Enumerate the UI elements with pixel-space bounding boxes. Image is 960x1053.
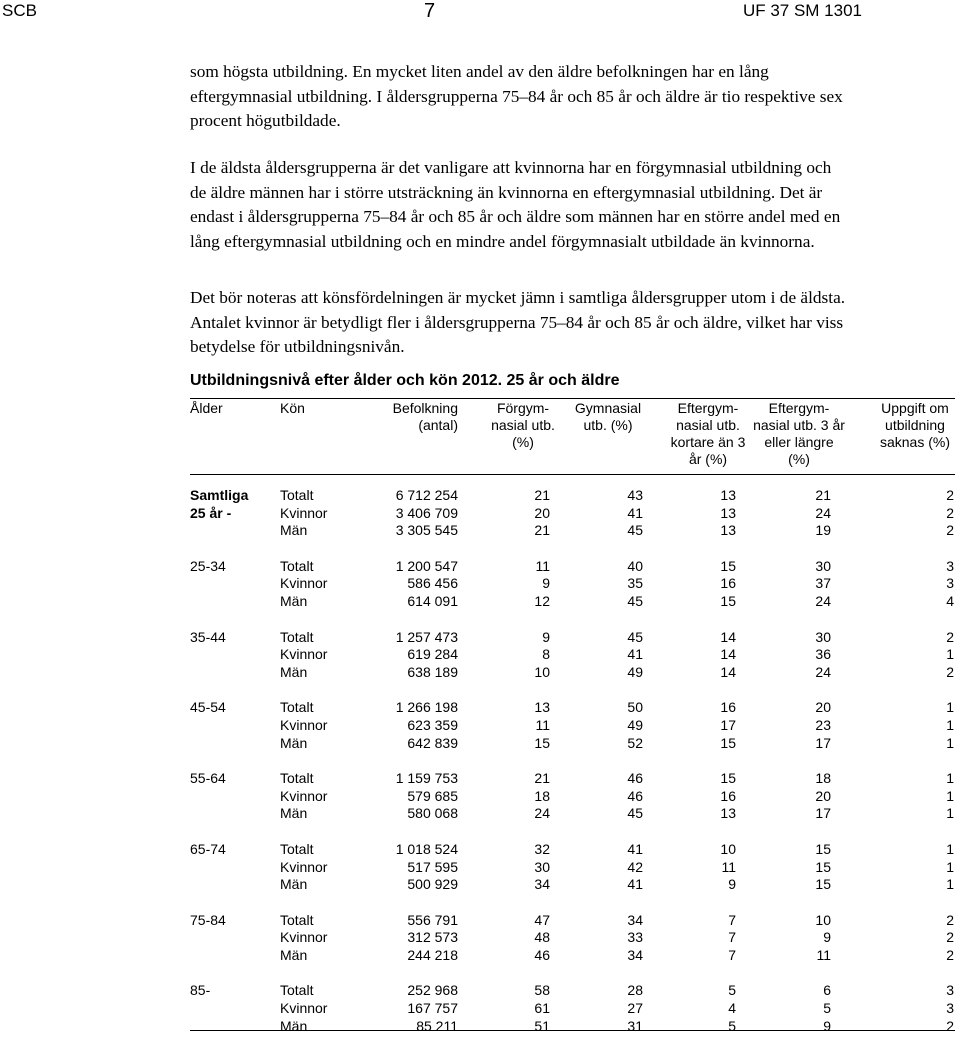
- pre-secondary-cell: 58: [534, 982, 550, 999]
- post-secondary-short-cell: 16: [720, 699, 736, 716]
- post-secondary-short-cell: 13: [720, 805, 736, 822]
- age-cell: 85-: [190, 982, 211, 999]
- sex-cell: Totalt: [280, 770, 314, 787]
- secondary-cell: 49: [627, 663, 643, 680]
- post-secondary-long-cell: 18: [815, 770, 831, 787]
- missing-cell: 1: [946, 840, 954, 857]
- table-row: [0, 859, 960, 877]
- column-header-line: utbildning: [885, 417, 945, 433]
- sex-cell: Män: [280, 946, 308, 963]
- column-header-pre-secondary: [478, 400, 568, 451]
- missing-cell: 1: [946, 734, 954, 751]
- missing-cell: 1: [946, 876, 954, 893]
- population-cell: 1 257 473: [395, 628, 458, 645]
- paragraph-2: I de äldsta åldersgrupperna är det vanligare att kvinnorna har en förgymnasial utbildning och de äldre männen har i större utsträckning än kvinnorna en eftergymnasial utbildning. Det är endast i åldersgrupperna 75–84 år och 85 år och äldre som männen har en större andel med en lång eftergymnasial utbildning och en mindre andel förgymnasialt utbildade än kvinnorna.: [190, 158, 841, 251]
- age-cell: Samtliga: [190, 487, 249, 503]
- pre-secondary-cell: 11: [535, 716, 550, 733]
- column-header-line: kortare än 3: [670, 434, 746, 450]
- column-header-line: Eftergym-: [677, 400, 739, 416]
- column-header-sex: [280, 400, 305, 417]
- pre-secondary-cell: 47: [534, 911, 550, 928]
- missing-cell: 2: [946, 929, 954, 946]
- secondary-cell: 28: [627, 982, 643, 999]
- population-cell: 1 200 547: [395, 557, 458, 574]
- post-secondary-short-cell: 10: [720, 840, 736, 857]
- table-row: [0, 947, 960, 965]
- post-secondary-long-cell: 36: [815, 646, 831, 663]
- table-row-group: [0, 629, 960, 682]
- pre-secondary-cell: 11: [535, 557, 550, 574]
- post-secondary-short-cell: 13: [720, 522, 736, 539]
- table-row: [0, 841, 960, 859]
- pre-secondary-cell: 51: [534, 1017, 550, 1034]
- post-secondary-short-cell: 15: [720, 770, 736, 787]
- pre-secondary-cell: 9: [542, 575, 550, 592]
- secondary-cell: 46: [627, 787, 643, 804]
- age-cell: 25-34: [190, 557, 226, 574]
- post-secondary-short-cell: 14: [720, 663, 736, 680]
- post-secondary-short-cell: 9: [728, 876, 736, 893]
- column-header-line: (%): [512, 434, 534, 450]
- missing-cell: 1: [946, 646, 954, 663]
- missing-cell: 1: [946, 787, 954, 804]
- secondary-cell: 31: [627, 1017, 643, 1034]
- age-cell: 45-54: [190, 699, 226, 716]
- pre-secondary-cell: 24: [534, 805, 550, 822]
- sex-cell: Totalt: [280, 557, 314, 574]
- table-row: [0, 770, 960, 788]
- paragraph-3: Det bör noteras att könsfördelningen är mycket jämn i samtliga åldersgrupper utom i de äldsta. Antalet kvinnor är betydligt fler i åldersgrupperna 75–84 år och 85 år och äldre, vilket har viss betydelse för utbildningsnivån.: [190, 288, 846, 356]
- post-secondary-short-cell: 15: [720, 557, 736, 574]
- population-cell: 614 091: [407, 592, 458, 609]
- table-row-group: [0, 699, 960, 752]
- table-row: [0, 505, 960, 523]
- table-row: [0, 1000, 960, 1018]
- secondary-cell: 41: [627, 646, 643, 663]
- table-top-rule: [190, 398, 955, 399]
- pre-secondary-cell: 12: [534, 592, 550, 609]
- secondary-cell: 34: [627, 911, 643, 928]
- table-row: [0, 788, 960, 806]
- secondary-cell: 35: [627, 575, 643, 592]
- population-cell: 1 018 524: [395, 840, 458, 857]
- table-row-group: [0, 487, 960, 540]
- table-row-group: [0, 982, 960, 1035]
- pre-secondary-cell: 21: [534, 487, 550, 503]
- sex-cell: Kvinnor: [280, 646, 328, 663]
- sex-cell: Kvinnor: [280, 1000, 328, 1017]
- post-secondary-long-cell: 19: [815, 522, 831, 539]
- pre-secondary-cell: 9: [542, 628, 550, 645]
- pre-secondary-cell: 15: [534, 734, 550, 751]
- sex-cell: Kvinnor: [280, 858, 328, 875]
- post-secondary-long-cell: 37: [815, 575, 831, 592]
- missing-cell: 2: [946, 487, 954, 503]
- table-row-group: [0, 912, 960, 965]
- table-row: [0, 912, 960, 930]
- post-secondary-long-cell: 17: [815, 734, 831, 751]
- post-secondary-short-cell: 16: [720, 787, 736, 804]
- secondary-cell: 50: [627, 699, 643, 716]
- population-cell: 642 839: [407, 734, 458, 751]
- missing-cell: 3: [946, 982, 954, 999]
- population-cell: 252 968: [407, 982, 458, 999]
- sex-cell: Kvinnor: [280, 716, 328, 733]
- pre-secondary-cell: 8: [542, 646, 550, 663]
- age-cell: 65-74: [190, 840, 226, 857]
- table-row: [0, 575, 960, 593]
- table-row-group: [0, 770, 960, 823]
- missing-cell: 2: [946, 522, 954, 539]
- table-row: [0, 629, 960, 647]
- population-cell: 3 305 545: [395, 522, 458, 539]
- secondary-cell: 41: [627, 504, 643, 521]
- pre-secondary-cell: 21: [534, 770, 550, 787]
- post-secondary-short-cell: 15: [720, 734, 736, 751]
- population-cell: 556 791: [407, 911, 458, 928]
- missing-cell: 1: [946, 699, 954, 716]
- post-secondary-long-cell: 30: [815, 628, 831, 645]
- missing-cell: 1: [946, 716, 954, 733]
- column-header-line: Eftergym-: [768, 400, 830, 416]
- post-secondary-long-cell: 23: [815, 716, 831, 733]
- post-secondary-long-cell: 6: [823, 982, 831, 999]
- post-secondary-long-cell: 5: [823, 1000, 831, 1017]
- column-header-secondary: [562, 400, 654, 434]
- table-header-rule: [190, 474, 955, 475]
- column-header-line: saknas (%): [879, 434, 951, 450]
- post-secondary-short-cell: 11: [721, 858, 736, 875]
- post-secondary-long-cell: 21: [815, 487, 831, 503]
- missing-cell: 2: [946, 628, 954, 645]
- table-row: [0, 876, 960, 894]
- table-row: [0, 699, 960, 717]
- column-header-line: Uppgift om: [881, 400, 949, 416]
- column-header-line: nasial utb. 3 år: [753, 417, 845, 433]
- post-secondary-long-cell: 24: [815, 592, 831, 609]
- population-cell: 579 685: [407, 787, 458, 804]
- table-row: [0, 735, 960, 753]
- sex-cell: Män: [280, 876, 308, 893]
- sex-cell: Män: [280, 734, 308, 751]
- sex-cell: Totalt: [280, 628, 314, 645]
- sex-cell: Kvinnor: [280, 787, 328, 804]
- sex-cell: Kvinnor: [280, 504, 328, 521]
- pre-secondary-cell: 20: [534, 504, 550, 521]
- pre-secondary-cell: 32: [534, 840, 550, 857]
- pre-secondary-cell: 34: [534, 876, 550, 893]
- post-secondary-long-cell: 15: [815, 858, 831, 875]
- table-body: [0, 487, 960, 1053]
- table-title: Utbildningsnivå efter ålder och kön 2012. 25 år och äldre: [190, 372, 620, 389]
- table-row: [0, 558, 960, 576]
- post-secondary-long-cell: 24: [815, 504, 831, 521]
- post-secondary-short-cell: 17: [720, 716, 736, 733]
- post-secondary-long-cell: 20: [815, 787, 831, 804]
- population-cell: 619 284: [407, 646, 458, 663]
- age-cell: 25 år -: [190, 504, 232, 521]
- secondary-cell: 45: [627, 592, 643, 609]
- population-cell: 500 929: [407, 876, 458, 893]
- pre-secondary-cell: 13: [534, 699, 550, 716]
- pre-secondary-cell: 21: [534, 522, 550, 539]
- column-header-line: Befolkning: [392, 400, 458, 416]
- sex-cell: Totalt: [280, 982, 314, 999]
- table-row-group: [0, 841, 960, 894]
- column-header-line: eller längre: [764, 434, 834, 450]
- post-secondary-long-cell: 10: [815, 911, 831, 928]
- secondary-cell: 52: [627, 734, 643, 751]
- population-cell: 167 757: [407, 1000, 458, 1017]
- column-header-line: Förgym-: [496, 400, 550, 416]
- column-header-post-secondary-long: [738, 400, 860, 468]
- post-secondary-short-cell: 4: [728, 1000, 736, 1017]
- missing-cell: 1: [946, 858, 954, 875]
- table-row: [0, 805, 960, 823]
- population-cell: 623 359: [407, 716, 458, 733]
- sex-cell: Män: [280, 805, 308, 822]
- population-cell: 85 211: [416, 1017, 458, 1034]
- post-secondary-long-cell: 17: [815, 805, 831, 822]
- column-header-age: [190, 400, 223, 417]
- post-secondary-short-cell: 5: [728, 1017, 736, 1034]
- table-row: [0, 717, 960, 735]
- post-secondary-long-cell: 15: [815, 840, 831, 857]
- population-cell: 586 456: [407, 575, 458, 592]
- population-cell: 244 218: [407, 946, 458, 963]
- missing-cell: 2: [946, 1017, 954, 1034]
- secondary-cell: 41: [627, 840, 643, 857]
- table-row: [0, 487, 960, 505]
- post-secondary-long-cell: 15: [815, 876, 831, 893]
- table-row-group: [0, 558, 960, 611]
- column-header-line: Kön: [280, 400, 305, 416]
- sex-cell: Män: [280, 663, 308, 680]
- sex-cell: Totalt: [280, 840, 314, 857]
- sex-cell: Män: [280, 1017, 308, 1034]
- table-bottom-rule: [190, 1030, 955, 1031]
- secondary-cell: 41: [627, 876, 643, 893]
- table-row: [0, 646, 960, 664]
- column-header-line: Ålder: [190, 400, 223, 416]
- pre-secondary-cell: 46: [534, 946, 550, 963]
- secondary-cell: 34: [627, 946, 643, 963]
- secondary-cell: 45: [627, 628, 643, 645]
- secondary-cell: 46: [627, 770, 643, 787]
- sex-cell: Män: [280, 522, 308, 539]
- sex-cell: Totalt: [280, 487, 314, 503]
- column-header-line: år (%): [688, 451, 728, 467]
- post-secondary-short-cell: 15: [720, 592, 736, 609]
- header-report-id: UF 37 SM 1301: [742, 1, 862, 20]
- header-org: SCB: [2, 1, 37, 20]
- missing-cell: 2: [946, 946, 954, 963]
- age-cell: 75-84: [190, 911, 226, 928]
- population-cell: 638 189: [407, 663, 458, 680]
- column-header-line: (antal): [418, 417, 458, 433]
- table-row: [0, 593, 960, 611]
- population-cell: 1 266 198: [395, 699, 458, 716]
- column-header-line: nasial utb.: [491, 417, 555, 433]
- pre-secondary-cell: 18: [534, 787, 550, 804]
- missing-cell: 3: [946, 1000, 954, 1017]
- secondary-cell: 43: [627, 487, 643, 503]
- population-cell: 3 406 709: [395, 504, 458, 521]
- missing-cell: 2: [946, 663, 954, 680]
- post-secondary-long-cell: 9: [823, 929, 831, 946]
- missing-cell: 1: [946, 770, 954, 787]
- post-secondary-long-cell: 24: [815, 663, 831, 680]
- post-secondary-long-cell: 20: [815, 699, 831, 716]
- table-row: [0, 929, 960, 947]
- column-header-line: Gymnasial: [574, 400, 642, 416]
- secondary-cell: 45: [627, 522, 643, 539]
- age-cell: 55-64: [190, 770, 226, 787]
- pre-secondary-cell: 30: [534, 858, 550, 875]
- post-secondary-short-cell: 14: [720, 628, 736, 645]
- secondary-cell: 33: [627, 929, 643, 946]
- page-number: 7: [424, 0, 436, 22]
- missing-cell: 3: [946, 575, 954, 592]
- pre-secondary-cell: 10: [534, 663, 550, 680]
- missing-cell: 2: [946, 504, 954, 521]
- post-secondary-short-cell: 7: [728, 911, 736, 928]
- population-cell: 312 573: [407, 929, 458, 946]
- post-secondary-long-cell: 30: [815, 557, 831, 574]
- post-secondary-short-cell: 13: [720, 504, 736, 521]
- pre-secondary-cell: 61: [534, 1000, 550, 1017]
- secondary-cell: 27: [627, 1000, 643, 1017]
- sex-cell: Kvinnor: [280, 929, 328, 946]
- secondary-cell: 49: [627, 716, 643, 733]
- table-row: [0, 982, 960, 1000]
- population-cell: 517 595: [407, 858, 458, 875]
- sex-cell: Män: [280, 592, 308, 609]
- column-header-population: [355, 400, 458, 434]
- sex-cell: Kvinnor: [280, 575, 328, 592]
- post-secondary-short-cell: 5: [728, 982, 736, 999]
- population-cell: 6 712 254: [395, 487, 458, 503]
- post-secondary-short-cell: 7: [728, 946, 736, 963]
- column-header-line: utb. (%): [583, 417, 633, 433]
- missing-cell: 3: [946, 557, 954, 574]
- secondary-cell: 45: [627, 805, 643, 822]
- missing-cell: 4: [946, 592, 954, 609]
- pre-secondary-cell: 48: [534, 929, 550, 946]
- post-secondary-short-cell: 16: [720, 575, 736, 592]
- missing-cell: 2: [946, 911, 954, 928]
- post-secondary-short-cell: 13: [720, 487, 736, 503]
- post-secondary-short-cell: 7: [728, 929, 736, 946]
- sex-cell: Totalt: [280, 699, 314, 716]
- table-row: [0, 522, 960, 540]
- table-row: [0, 664, 960, 682]
- column-header-missing: [865, 400, 960, 451]
- population-cell: 1 159 753: [395, 770, 458, 787]
- table-header: [0, 400, 960, 470]
- population-cell: 580 068: [407, 805, 458, 822]
- post-secondary-short-cell: 14: [720, 646, 736, 663]
- post-secondary-long-cell: 11: [816, 946, 831, 963]
- missing-cell: 1: [946, 805, 954, 822]
- secondary-cell: 42: [627, 858, 643, 875]
- post-secondary-long-cell: 9: [823, 1017, 831, 1034]
- age-cell: 35-44: [190, 628, 226, 645]
- sex-cell: Totalt: [280, 911, 314, 928]
- paragraph-1: som högsta utbildning. En mycket liten andel av den äldre befolkningen har en lång eftergymnasial utbildning. I åldersgrupperna 75–84 år och 85 år och äldre är tio respektive sex procent högutbildade.: [190, 62, 843, 130]
- column-header-line: nasial utb.: [676, 417, 740, 433]
- column-header-line: (%): [788, 451, 810, 467]
- secondary-cell: 40: [627, 557, 643, 574]
